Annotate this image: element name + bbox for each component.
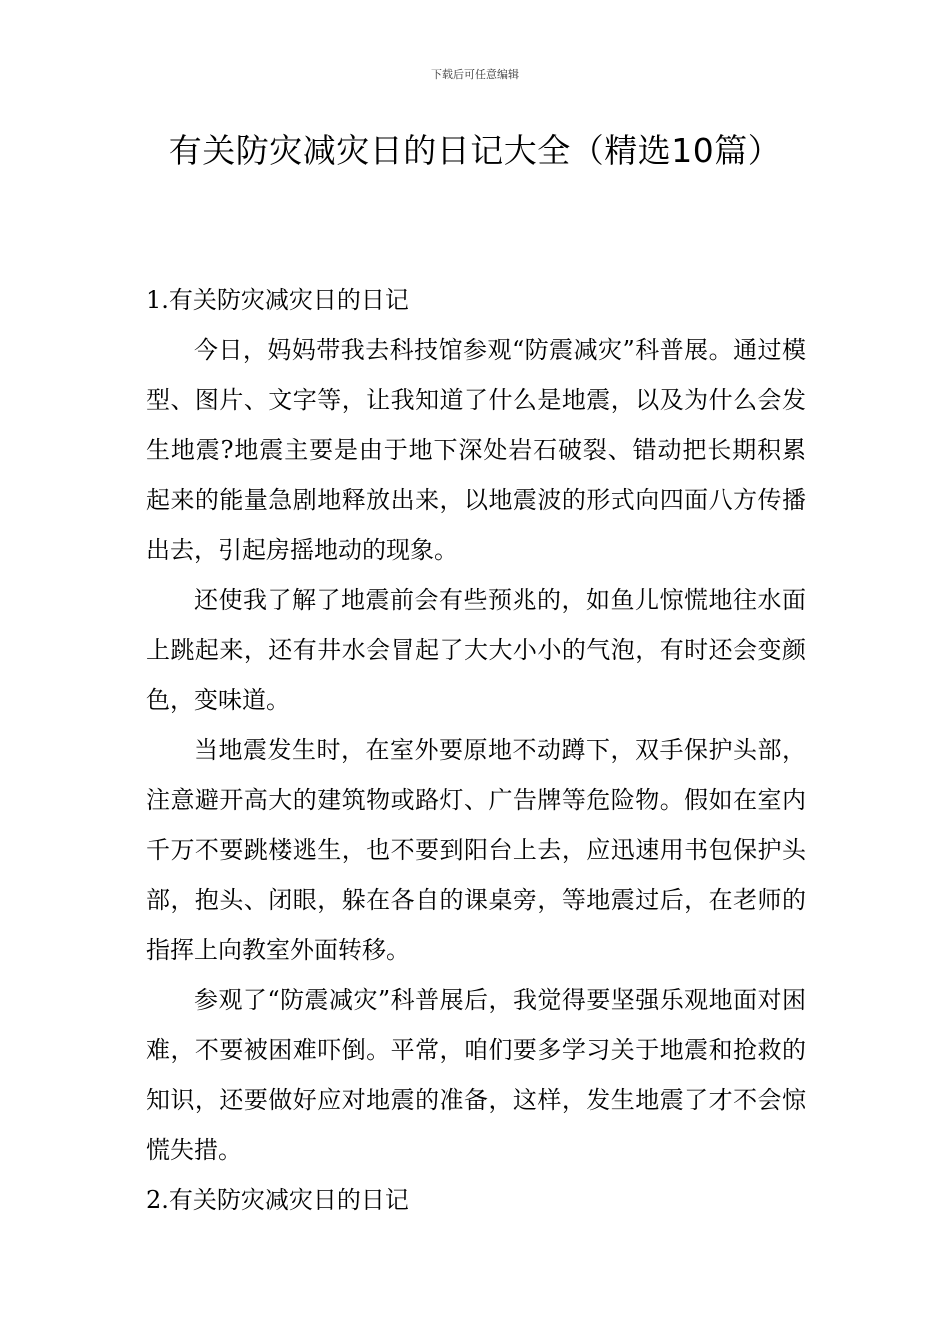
section-heading-2: 2.有关防灾减灾日的日记 xyxy=(146,1186,409,1214)
paragraph-4: 参观了“防震减灾”科普展后，我觉得要坚强乐观地面对困难，不要被困难吓倒。平常，咱们要多学习关于地震和抢救的知识，还要做好应对地震的准备，这样，发生地震了才不会惊慌失措。 xyxy=(146,986,806,1164)
section-heading-1: 1.有关防灾减灾日的日记 xyxy=(146,286,409,314)
paragraph-3: 当地震发生时，在室外要原地不动蹲下，双手保护头部，注意避开高大的建筑物或路灯、广告牌等危险物。假如在室内千万不要跳楼逃生，也不要到阳台上去，应迅速用书包保护头部，抱头、闭眼，躲在各自的课桌旁，等地震过后，在老师的指挥上向教室外面转移。 xyxy=(146,736,806,964)
header-note: 下载后可任意编辑 xyxy=(431,68,519,81)
paragraph-1: 今日，妈妈带我去科技馆参观“防震减灾”科普展。通过模型、图片、文字等，让我知道了什么是地震，以及为什么会发生地震?地震主要是由于地下深处岩石破裂、错动把长期积累起来的能量急剧地释放出来，以地震波的形式向四面八方传播出去，引起房摇地动的现象。 xyxy=(146,336,806,564)
document-title: 有关防灾减灾日的日记大全（精选10篇） xyxy=(168,131,782,170)
document-body xyxy=(146,275,806,1225)
paragraph-2: 还使我了解了地震前会有些预兆的，如鱼儿惊慌地往水面上跳起来，还有井水会冒起了大大小小的气泡，有时还会变颜色，变味道。 xyxy=(146,586,806,714)
